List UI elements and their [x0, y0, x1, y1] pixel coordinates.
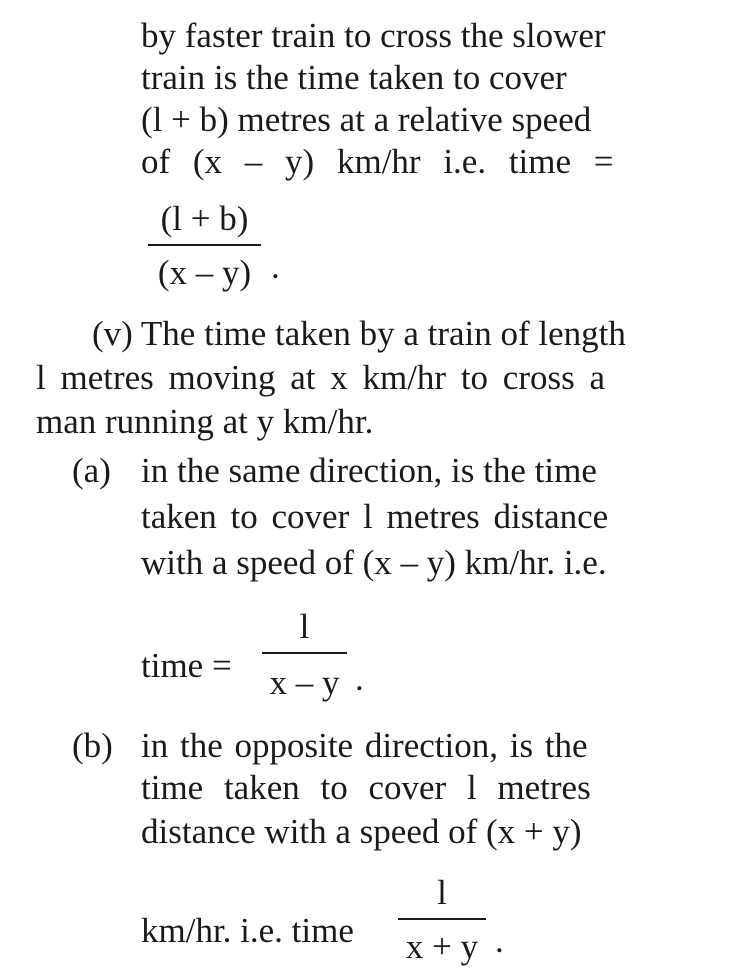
fraction-denominator: (x – y)	[157, 253, 252, 292]
text-line: l metres moving at x km/hr to cross a	[36, 358, 606, 397]
fraction-denominator: x – y	[269, 663, 340, 702]
text-line: in the opposite direction, is the	[141, 726, 588, 765]
fraction-l-over-x-plus-y	[398, 872, 486, 972]
text-line: man running at y km/hr.	[36, 402, 374, 441]
trailing-period: .	[355, 659, 364, 698]
text-line: time taken to cover l metres	[141, 768, 591, 807]
fraction-bar	[398, 918, 486, 920]
text-line: distance with a speed of (x + y)	[141, 812, 582, 851]
fraction-l-plus-b-over-x-minus-y	[148, 198, 261, 298]
fraction-bar	[148, 244, 261, 246]
fraction-denominator: x + y	[405, 927, 479, 966]
text-line: train is the time taken to cover	[141, 58, 567, 97]
text-line: of (x – y) km/hr i.e. time =	[141, 142, 614, 181]
list-marker: (b)	[72, 726, 113, 765]
text-line: (l + b) metres at a relative speed	[141, 100, 592, 139]
fraction-numerator: (l + b)	[160, 199, 249, 238]
fraction-numerator: l	[299, 607, 310, 646]
fraction-numerator: l	[437, 873, 447, 912]
text-line: taken to cover l metres distance	[141, 497, 609, 536]
text-line: in the same direction, is the time	[141, 451, 597, 490]
formula-label: km/hr. i.e. time	[141, 911, 354, 950]
text-line: (v) The time taken by a train of length	[92, 314, 626, 353]
formula-label: time =	[141, 646, 232, 685]
trailing-period: .	[495, 921, 504, 960]
list-marker: (a)	[72, 451, 111, 490]
text-line: with a speed of (x – y) km/hr. i.e.	[141, 543, 607, 582]
trailing-period: .	[271, 247, 280, 286]
text-line: by faster train to cross the slower	[141, 16, 606, 55]
fraction-l-over-x-minus-y	[262, 606, 347, 706]
fraction-bar	[262, 652, 347, 654]
text-line	[141, 57, 656, 99]
